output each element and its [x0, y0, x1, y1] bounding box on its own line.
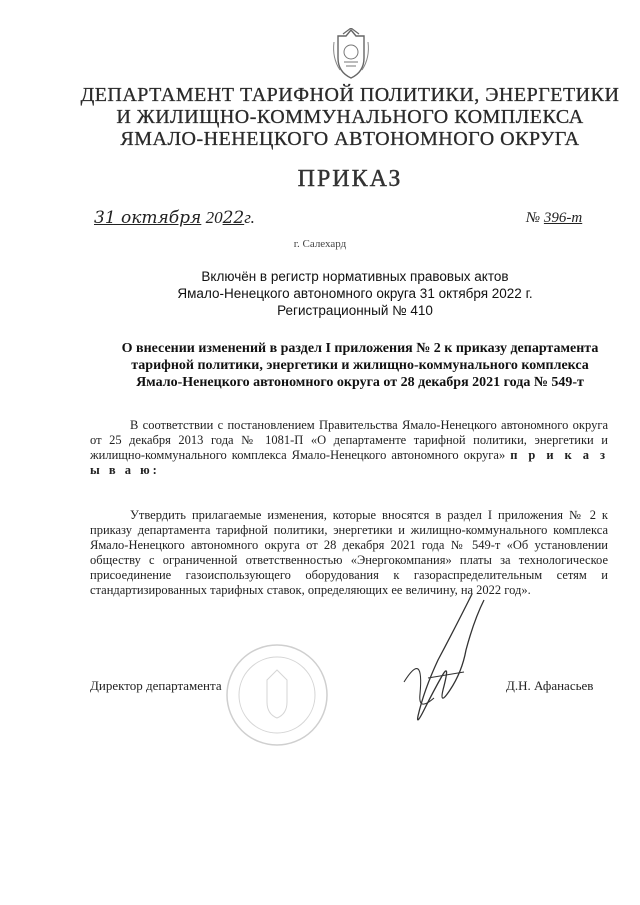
date-handwritten: 31 октября — [94, 208, 202, 228]
handwritten-signature-icon — [394, 590, 494, 730]
official-stamp-icon — [222, 640, 332, 750]
number-handwritten: 396-т — [543, 210, 583, 226]
document-type-title: ПРИКАЗ — [297, 166, 403, 192]
department-name-line1: ДЕПАРТАМЕНТ ТАРИФНОЙ ПОЛИТИКИ, ЭНЕРГЕТИКИ — [80, 84, 620, 106]
body-paragraph-2: Утвердить прилагаемые изменения, которые вносятся в раздел I приложения № 2 к приказу департамента тарифной политики, энергетики и жилищно-коммунального комплекса Ямало-Ненецкого автономного округа от 28 декабря 2021 года № 549-т «Об установлении обществу с ограниченной ответственностью «Энергокомпания» платы за технологическое присоединение газоиспользующего оборудования к газораспределительным сетям и стандартизированных тарифных ставок, определяющих ее величину, на 2022 год». — [90, 508, 608, 597]
number-label: № — [526, 210, 541, 226]
title-line3: Ямало-Ненецкого автономного округа от 28 декабря 2021 года № 549-т — [136, 375, 584, 390]
signatory-position: Директор департамента — [90, 678, 222, 693]
department-name-line3: ЯМАЛО-НЕНЕЦКОГО АВТОНОМНОГО ОКРУГА — [120, 128, 580, 150]
order-word: п р и к а з ы в а ю: — [90, 448, 608, 477]
signatory-name: Д.Н. Афанасьев — [506, 678, 594, 693]
year-prefix: 20 — [205, 208, 223, 227]
title-line2: тарифной политики, энергетики и жилищно-коммунального комплекса — [131, 358, 589, 373]
year-suffix: г. — [244, 208, 255, 227]
coat-of-arms-icon — [330, 28, 372, 80]
order-title — [90, 340, 630, 391]
registration-line2: Ямало-Ненецкого автономного округа 31 октября 2022 г. — [177, 286, 533, 301]
city-name: г. Салехард — [293, 238, 347, 250]
registration-note — [70, 268, 640, 319]
registration-line1: Включён в регистр нормативных правовых актов — [201, 269, 509, 284]
title-line1: О внесении изменений в раздел I приложения № 2 к приказу департамента — [121, 341, 599, 356]
year-handwritten: 22 — [222, 208, 245, 228]
order-date — [94, 208, 255, 228]
registration-line3: Регистрационный № 410 — [277, 303, 433, 318]
paragraph-1-text: В соответствии с постановлением Правительства Ямало-Ненецкого автономного округа от 25 декабря 2013 года № 1081-П «О департаменте тарифной политики, энергетики и жилищно-коммунального комплекса Ямало-Ненецкого автономного округа» — [90, 418, 608, 462]
body-paragraph-1 — [90, 418, 608, 478]
department-name-line2: И ЖИЛИЩНО-КОММУНАЛЬНОГО КОМПЛЕКСА — [116, 106, 584, 128]
order-number — [526, 210, 582, 227]
